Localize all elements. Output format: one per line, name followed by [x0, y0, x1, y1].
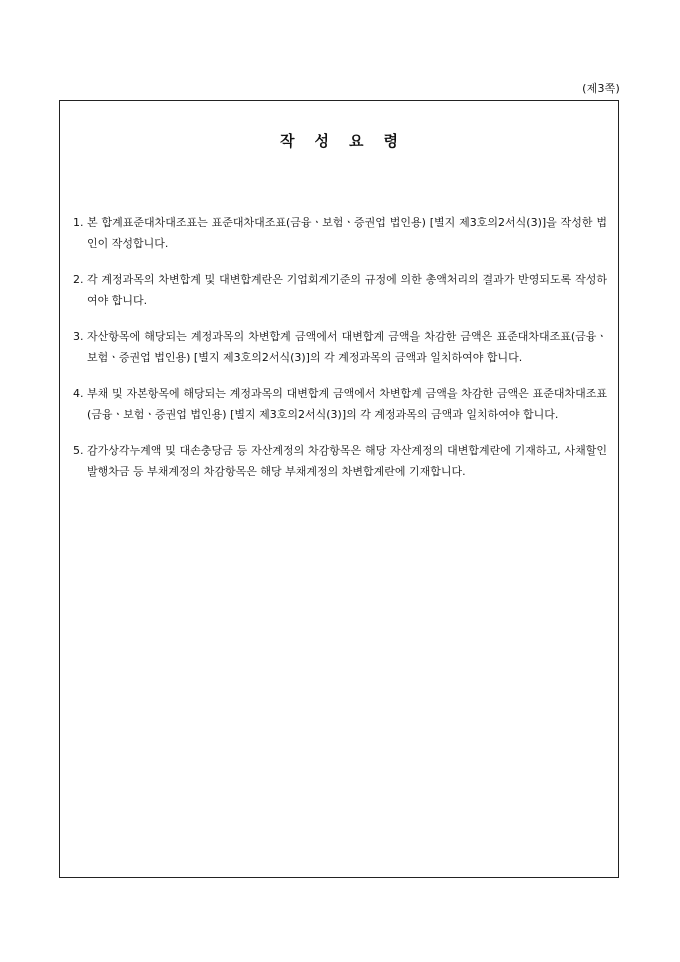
item-number: 3.	[73, 330, 84, 343]
item-text: 본 합계표준대차대조표는 표준대차대조표(금융ㆍ보험ㆍ증권업 법인용) [별지 제3호의2서식(3)]을 작성한 법인이 작성합니다.	[87, 216, 607, 250]
item-number: 1.	[73, 216, 84, 229]
item-text: 부채 및 자본항목에 해당되는 계정과목의 대변합계 금액에서 차변합계 금액을 차감한 금액은 표준대차대조표(금융ㆍ보험ㆍ증권업 법인용) [별지 제3호의2서식(3)]의 각 계정과목의 금액과 일치하여야 합니다.	[87, 387, 607, 421]
list-item	[73, 212, 607, 254]
title-char: 요	[349, 132, 364, 150]
instruction-list	[73, 212, 607, 497]
title-char: 령	[383, 132, 398, 150]
title-char: 성	[314, 132, 329, 150]
item-number: 2.	[73, 273, 84, 286]
item-number: 4.	[73, 387, 84, 400]
list-item	[73, 440, 607, 482]
page-title	[59, 130, 619, 151]
item-text: 각 계정과목의 차변합계 및 대변합계란은 기업회계기준의 규정에 의한 총액처리의 결과가 반영되도록 작성하여야 합니다.	[87, 273, 607, 307]
item-number: 5.	[73, 444, 84, 457]
list-item	[73, 383, 607, 425]
item-text: 감가상각누계액 및 대손충당금 등 자산계정의 차감항목은 해당 자산계정의 대변합계란에 기재하고, 사채할인발행차금 등 부채계정의 차감항목은 해당 부채계정의 차변합계란에 기재합니다.	[87, 444, 607, 478]
page-number: (제3쪽)	[582, 82, 620, 95]
item-text: 자산항목에 해당되는 계정과목의 차변합계 금액에서 대변합계 금액을 차감한 금액은 표준대차대조표(금융ㆍ보험ㆍ증권업 법인용) [별지 제3호의2서식(3)]의 각 계정과목의 금액과 일치하여야 합니다.	[87, 330, 607, 364]
title-char: 작	[280, 132, 295, 150]
list-item	[73, 269, 607, 311]
list-item	[73, 326, 607, 368]
